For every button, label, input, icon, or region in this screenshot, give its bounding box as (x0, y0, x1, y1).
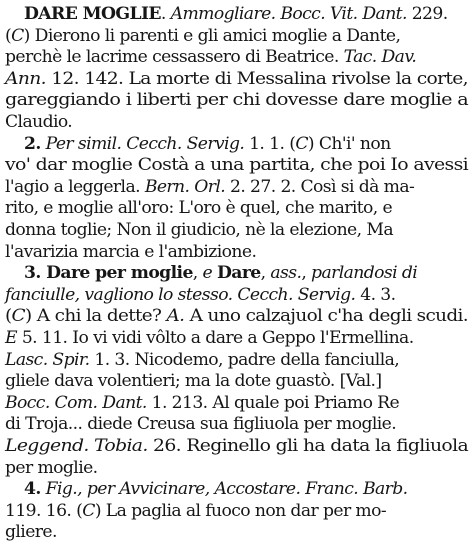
entry-citation: Bocc. Com. Dant. (5, 392, 147, 413)
entry-headword: Dare (216, 263, 261, 284)
entry-line (5, 175, 468, 199)
entry-line (5, 45, 468, 69)
entry-citation: C (11, 25, 24, 46)
entry-line (5, 326, 468, 350)
entry-text: gareggiando i liberti per chi dovesse dare moglie a (5, 90, 468, 111)
entry-text: gliele dava volentieri; ma la dote guastò. [Val.] (5, 371, 382, 392)
entry-text: , (260, 263, 271, 284)
entry-text: ) Ch'i' non (307, 133, 391, 154)
entry-text: l'agio a leggerla. (5, 176, 145, 197)
entry-text: 119. 16. ( (5, 500, 83, 521)
entry-headword: 2. (24, 133, 41, 154)
entry-text: A uno calzajuol c'ha degli scudi. (184, 306, 469, 327)
entry-text: 229. (406, 4, 448, 24)
entry-line (5, 304, 472, 328)
entry-text: 1. 3. Nicodemo, padre della fanciulla, (89, 349, 400, 370)
entry-citation: Fig., per Avvicinare, Accostare. Franc. Barb. (45, 479, 408, 500)
entry-text: 1. 213. Al quale poi Priamo Re (146, 392, 400, 413)
entry-text: ( (5, 25, 12, 46)
entry-text: per moglie. (5, 457, 98, 478)
entry-line (5, 110, 468, 134)
entry-citation: Per simil. Cecch. Servig. (45, 133, 245, 154)
entry-citation: C (11, 306, 26, 327)
entry-line (24, 477, 468, 501)
entry-headword: DARE MOGLIE (24, 4, 161, 24)
entry-line (5, 434, 472, 458)
entry-text: ) Dierono li parenti e gli amici moglie a Dante, (23, 25, 401, 46)
entry-text: 26. Reginello gli ha data la figliuola (147, 436, 469, 456)
entry-line (5, 520, 468, 544)
entry-citation: Bern. Orl. (144, 176, 226, 197)
entry-headword: 3. Dare per moglie (24, 263, 193, 284)
entry-line (5, 24, 468, 48)
entry-line (5, 456, 468, 480)
entry-citation: Ann. (5, 68, 46, 89)
entry-line (5, 391, 468, 415)
entry-line (5, 369, 468, 393)
entry-line (24, 261, 468, 285)
entry-line (24, 2, 468, 26)
entry-line (5, 196, 468, 220)
entry-citation: Lasc. Spir. (5, 349, 90, 370)
entry-text: di Troja... diede Creusa sua figliuola per moglie. (5, 414, 397, 435)
entry-text: l'avarizia marcia e l'ambizione. (5, 241, 257, 262)
entry-line (5, 499, 468, 523)
entry-line (5, 153, 472, 177)
entry-text: 4. 3. (355, 284, 396, 305)
entry-citation: E (5, 328, 17, 348)
entry-line (24, 132, 468, 156)
entry-citation: fanciulle, vagliono lo stesso. Cecch. Servig. (5, 284, 356, 305)
entry-citation: C (82, 500, 95, 521)
entry-text: ) La paglia al fuoco non dar per mo- (94, 500, 387, 521)
entry-line (5, 348, 468, 372)
entry-citation: A. (166, 306, 185, 327)
entry-line (5, 88, 472, 112)
entry-headword: 4. (24, 479, 41, 500)
entry-text: . (160, 4, 171, 24)
entry-citation: Tac. Dav. (343, 47, 417, 68)
entry-text: vo' dar moglie Costà a una partita, che poi Io avessi (5, 155, 469, 176)
entry-citation: Leggend. Tobia. (5, 436, 148, 456)
entry-text: 1. 1. ( (244, 133, 296, 154)
entry-text: , (301, 263, 312, 284)
entry-text: rito, e moglie all'oro: L'oro è quel, che marito, e (5, 198, 393, 219)
entry-citation: ass. (270, 263, 302, 284)
entry-line (5, 218, 468, 242)
entry-text: , (192, 263, 203, 284)
entry-citation: Ammogliare. Bocc. Vit. Dant. (170, 4, 407, 24)
entry-text: 2. 27. 2. Così si dà ma- (225, 176, 415, 197)
entry-text: gliere. (5, 522, 57, 543)
entry-text: Claudio. (5, 112, 73, 132)
entry-citation: parlandosi di (311, 263, 418, 284)
entry-text: donna toglie; Non il giudicio, nè la elezione, Ma (5, 220, 393, 240)
entry-line (5, 283, 468, 307)
entry-text: perchè le lacrime cessassero di Beatrice. (5, 47, 344, 68)
entry-line (5, 67, 472, 91)
entry-line (5, 240, 468, 264)
entry-text: ) A chi la dette? (25, 306, 167, 327)
entry-text: ( (5, 306, 12, 327)
entry-text: 12. 142. La morte di Messalina rivolse la corte, (45, 68, 468, 89)
entry-line (5, 412, 468, 436)
entry-citation: e (202, 263, 213, 284)
entry-text: 5. 11. Io vi vidi vôlto a dare a Geppo l'Ermellina. (16, 328, 414, 348)
entry-citation: C (295, 133, 308, 154)
